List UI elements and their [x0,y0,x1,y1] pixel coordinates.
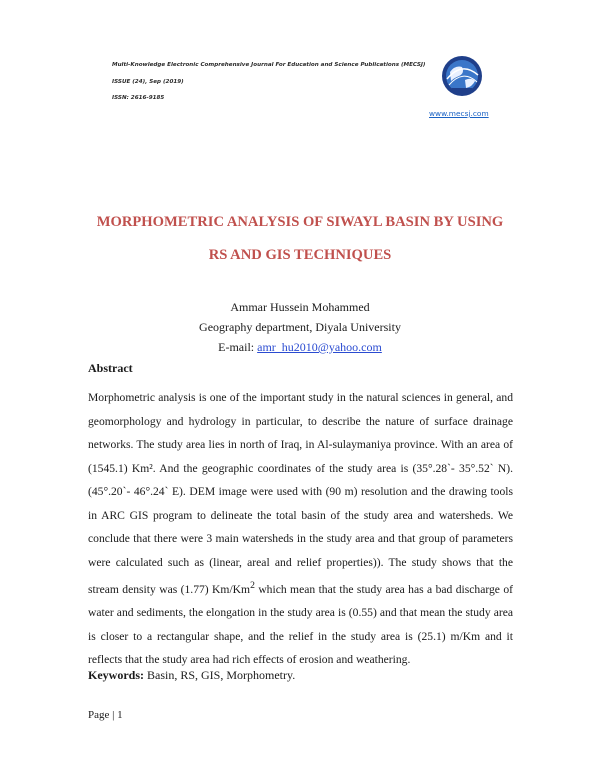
abstract-superscript: 2 [250,580,255,591]
author-email-link[interactable]: amr_hu2010@yahoo.com [257,340,382,354]
journal-issue: ISSUE (24), Sep (2019) [112,79,184,85]
keywords-text: Basin, RS, GIS, Morphometry. [144,668,296,682]
keywords-label: Keywords: [88,668,144,682]
abstract-text-part-2: which mean that the study area has a bad discharge of water and sediments, the elongation in the study area is (0.55) and that mean the study area is closer to a rectangular shape, and the relief in the study area is (25.1) m/Km and it reflects that the study area had rich effects of erosion and weathering. [88,582,514,667]
journal-name: Multi-Knowledge Electronic Comprehensive Journal For Education and Science Publications (MECSJ) [112,62,426,68]
paper-title-line-1: MORPHOMETRIC ANALYSIS OF SIWAYL BASIN BY USING [96,214,504,230]
abstract-body [88,386,513,672]
page-number: Page | 1 [88,709,123,721]
author-affiliation: Geography department, Diyala University [199,320,401,334]
author-name: Ammar Hussein Mohammed [230,300,370,314]
paper-title-line-2: RS AND GIS TECHNIQUES [208,247,392,263]
journal-url-link[interactable]: www.mecsj.com [429,109,489,118]
abstract-heading: Abstract [88,361,133,375]
mecsj-globe-logo-icon [441,55,483,97]
email-label: E-mail: [218,340,258,354]
abstract-text-part-1: Morphometric analysis is one of the important study in the natural sciences in general, and geomorphology and hydrology in particular, to describe the nature of surface drainage networks. The study area lies in north of Iraq, in Al-sulaymaniya province. With an area of (1545.1) Km². And the geographic coordinates of the study area is (35°.28`- 35°.52` N). (45°.20`- 46°.24` E). DEM image were used with (90 m) resolution and the drawing tools in ARC GIS program to delineate the total basin of the study area and watersheds. We conclude that there were 3 main watersheds in the study area and that group of parameters were calculated such as (linear, areal and relief properties)). The study shows that the stream density was (1.77) Km/Km [88,391,513,596]
journal-issn: ISSN: 2616-9185 [112,95,165,101]
author-email-line [0,340,600,355]
keywords-line [88,668,295,683]
